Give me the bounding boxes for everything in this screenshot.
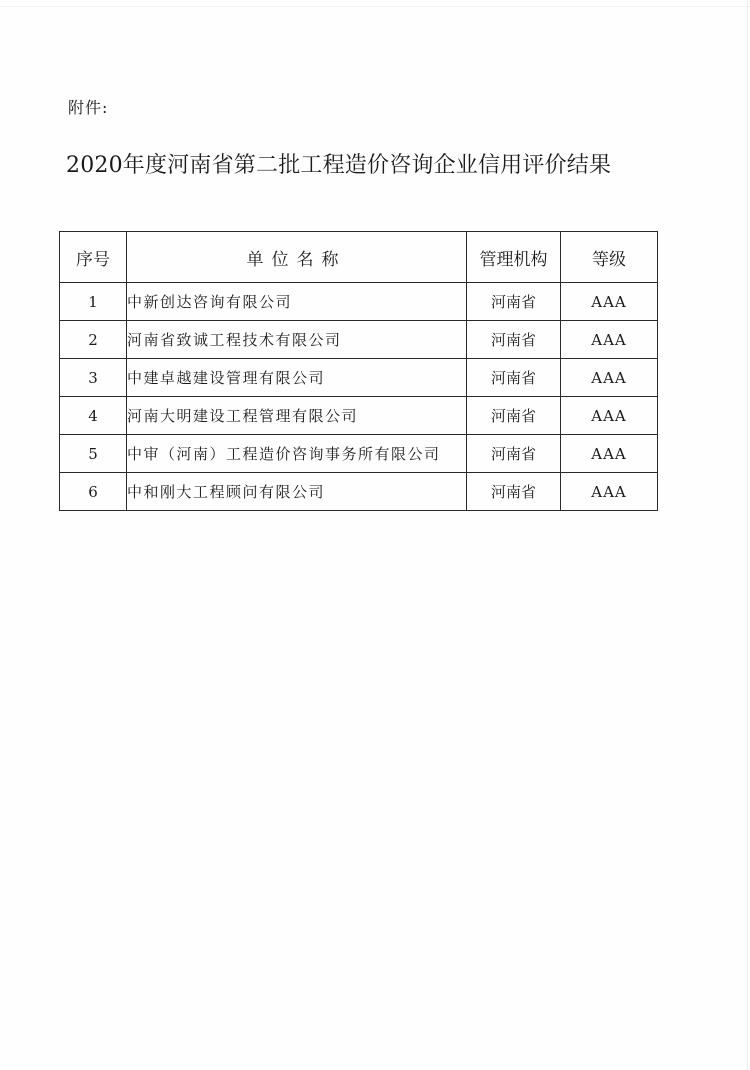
row-seq: 5 xyxy=(60,435,127,473)
scan-edge-top xyxy=(0,6,750,7)
row-grade: AAA xyxy=(561,473,658,511)
header-org: 管理机构 xyxy=(467,232,561,283)
row-seq: 3 xyxy=(60,359,127,397)
row-org: 河南省 xyxy=(467,473,561,511)
row-seq: 1 xyxy=(60,283,127,321)
row-org: 河南省 xyxy=(467,283,561,321)
attachment-label: 附件: xyxy=(68,98,109,117)
row-company-name: 中建卓越建设管理有限公司 xyxy=(127,359,467,397)
row-org: 河南省 xyxy=(467,359,561,397)
table-header-row xyxy=(60,232,658,283)
table-row xyxy=(60,473,658,511)
row-seq: 4 xyxy=(60,397,127,435)
table-row xyxy=(60,397,658,435)
row-org: 河南省 xyxy=(467,321,561,359)
row-company-name: 河南省致诚工程技术有限公司 xyxy=(127,321,467,359)
row-org: 河南省 xyxy=(467,435,561,473)
row-grade: AAA xyxy=(561,359,658,397)
row-seq: 2 xyxy=(60,321,127,359)
row-company-name: 中和刚大工程顾问有限公司 xyxy=(127,473,467,511)
row-grade: AAA xyxy=(561,397,658,435)
row-seq: 6 xyxy=(60,473,127,511)
row-company-name: 中审（河南）工程造价咨询事务所有限公司 xyxy=(127,435,467,473)
header-grade: 等级 xyxy=(561,232,658,283)
row-grade: AAA xyxy=(561,321,658,359)
scan-edge-right xyxy=(747,0,748,1070)
table-row xyxy=(60,321,658,359)
table-row xyxy=(60,359,658,397)
row-grade: AAA xyxy=(561,435,658,473)
document-title: 2020年度河南省第二批工程造价咨询企业信用评价结果 xyxy=(66,153,612,178)
table-row xyxy=(60,435,658,473)
header-name: 单位名称 xyxy=(127,232,467,283)
row-company-name: 中新创达咨询有限公司 xyxy=(127,283,467,321)
row-org: 河南省 xyxy=(467,397,561,435)
header-seq: 序号 xyxy=(60,232,127,283)
table-row xyxy=(60,283,658,321)
row-grade: AAA xyxy=(561,283,658,321)
row-company-name: 河南大明建设工程管理有限公司 xyxy=(127,397,467,435)
credit-rating-table xyxy=(59,231,658,511)
